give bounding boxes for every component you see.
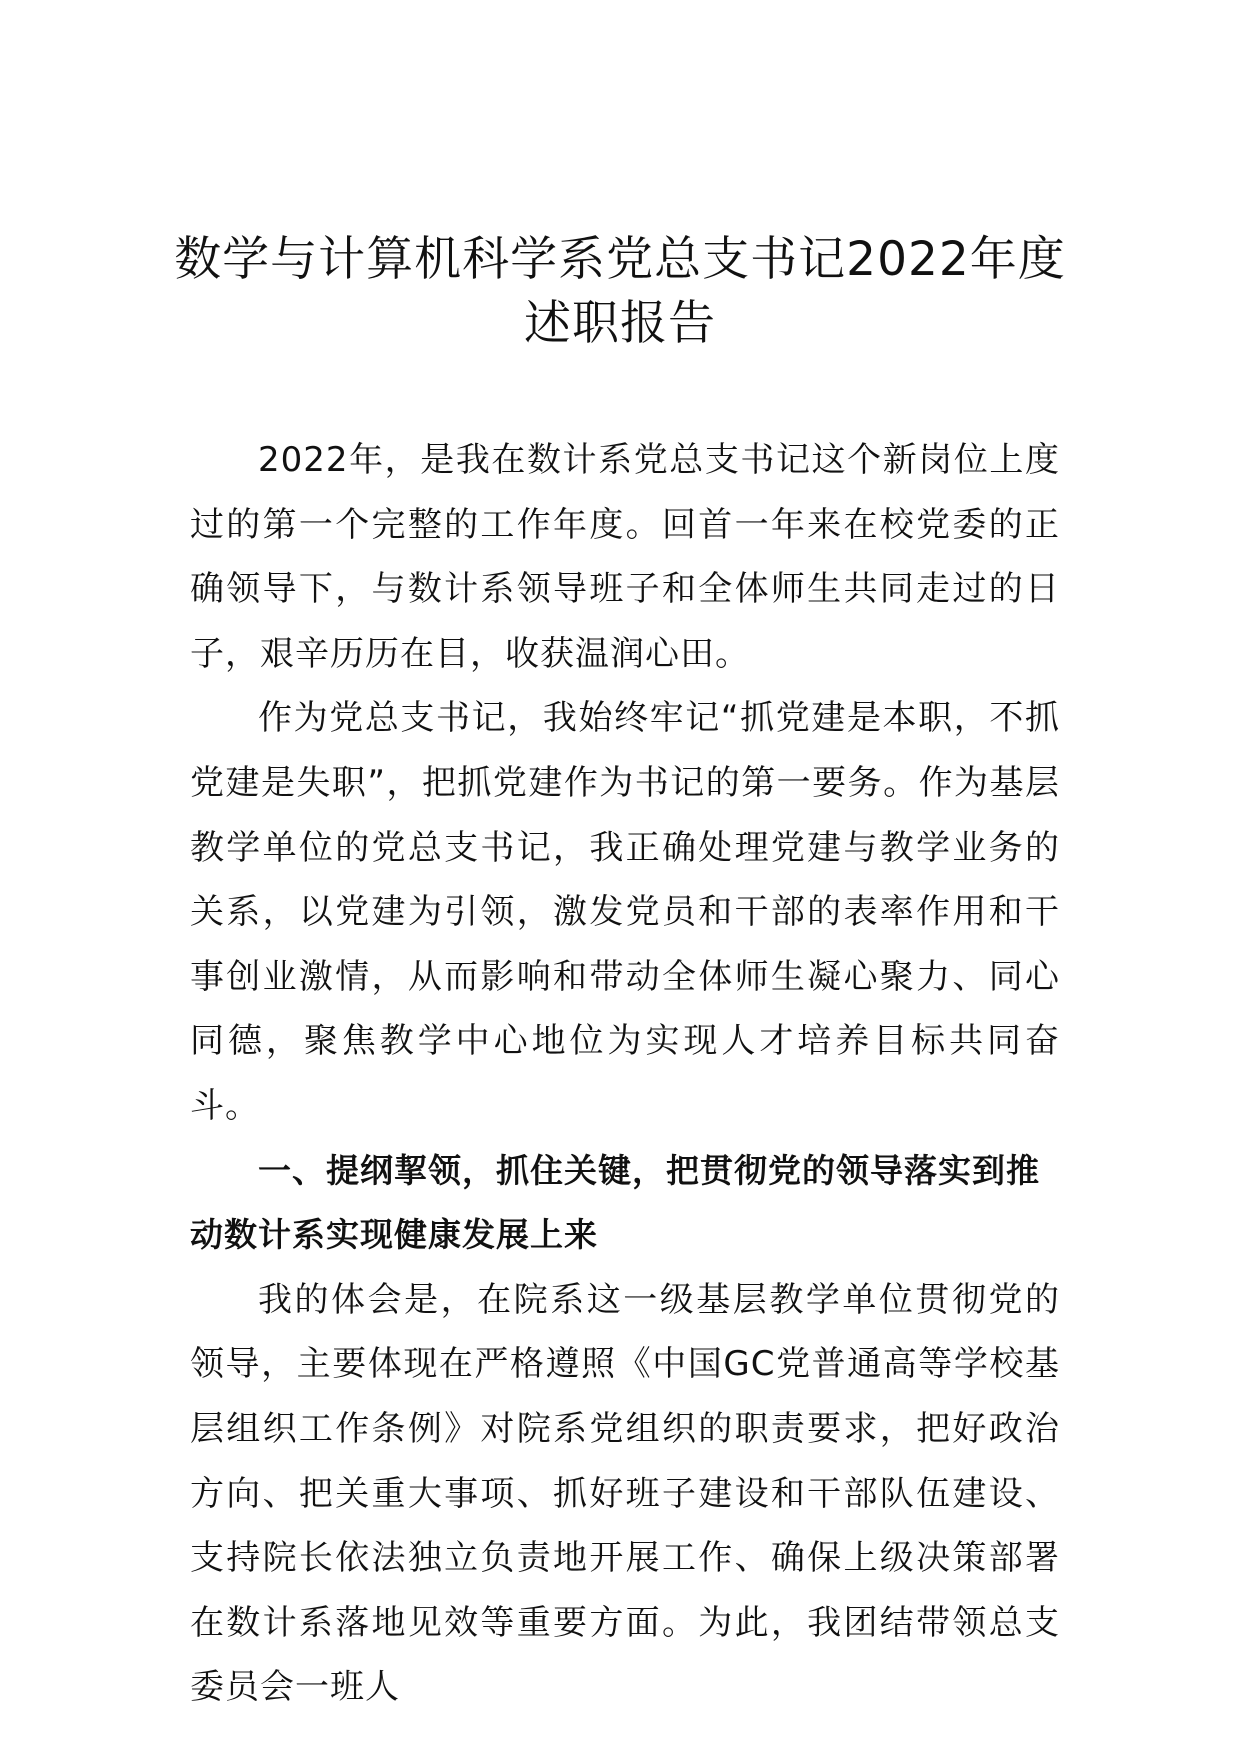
title-line-1: 数学与计算机科学系党总支书记2022年度 [174,232,1066,287]
title-line-2: 述职报告 [524,296,716,351]
paragraph-2: 作为党总支书记，我始终牢记“抓党建是本职，不抓党建是失职”，把抓党建作为书记的第一要务。作为基层教学单位的党总支书记，我正确处理党建与教学业务的关系，以党建为引领，激发党员和干部的表率作用和干事创业激情，从而影响和带动全体师生凝心聚力、同心同德，聚焦教学中心地位为实现人才培养目标共同奋斗。 [190,698,1060,1126]
document-body [190,428,1060,1720]
document-title [150,228,1090,356]
paragraph-1: 2022年，是我在数计系党总支书记这个新岗位上度过的第一个完整的工作年度。回首一年来在校党委的正确领导下，与数计系领导班子和全体师生共同走过的日子，艰辛历历在目，收获温润心田。 [190,440,1060,674]
section-1-paragraph: 我的体会是，在院系这一级基层教学单位贯彻党的领导，主要体现在严格遵照《中国GC党普通高等学校基层组织工作条例》对院系党组织的职责要求，把好政治方向、把关重大事项、抓好班子建设和干部队伍建设、支持院长依法独立负责地开展工作、确保上级决策部署在数计系落地见效等重要方面。为此，我团结带领总支委员会一班人 [190,1279,1060,1708]
section-1-heading: 一、提纲挈领，抓住关键，把贯彻党的领导落实到推动数计系实现健康发展上来 [190,1150,1040,1255]
